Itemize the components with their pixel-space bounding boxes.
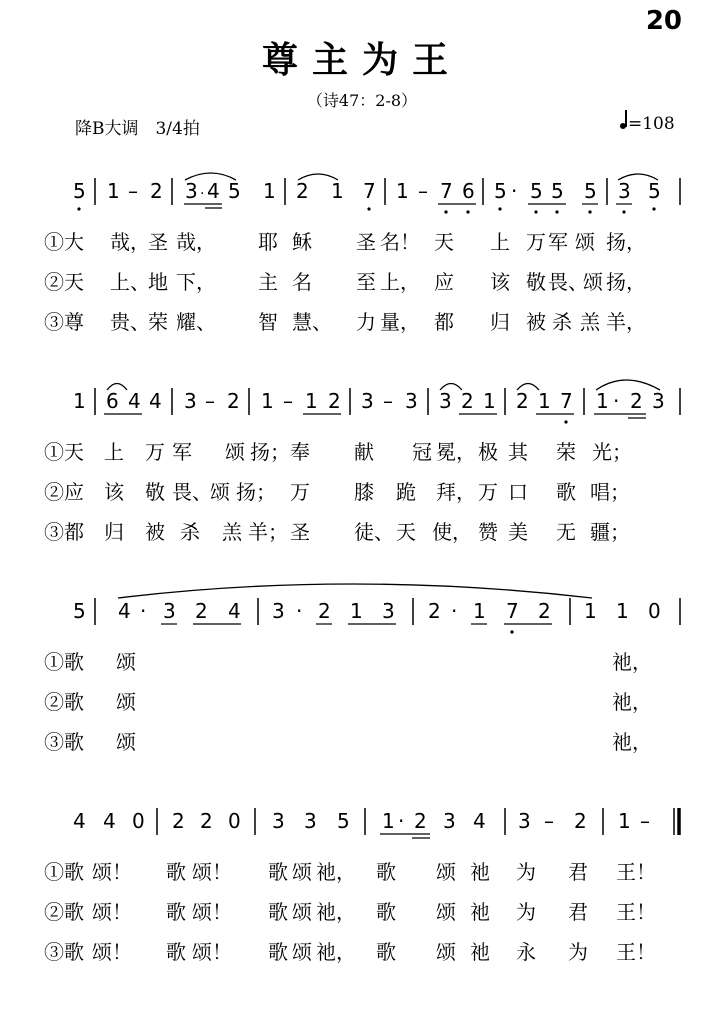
lyric-syllable: 为 (516, 900, 536, 924)
lyric-syllable: 为 (516, 860, 536, 884)
note: 1 (305, 389, 318, 413)
lyric-line (0, 726, 724, 754)
lyric-syllable: 奉 (290, 440, 310, 464)
note-dot: · (200, 186, 205, 202)
note: 1 (616, 599, 629, 623)
note: 7 (560, 389, 573, 413)
lyric-syllable: ①大 (44, 230, 84, 254)
note: 0 (228, 809, 241, 833)
note: 6 (462, 179, 475, 203)
lyric-syllable: 应 (434, 270, 454, 294)
lyric-syllable: 上 (104, 440, 124, 464)
lyric-syllable: ①歌 (44, 860, 84, 884)
lyric-syllable: 颂！ (192, 860, 232, 884)
lyric-syllable: 上、 (110, 270, 150, 294)
note: 1 (350, 599, 363, 623)
note: 0 (132, 809, 145, 833)
lyric-syllable: 歌 (268, 900, 288, 924)
note: 1 (382, 809, 395, 833)
note: 1 (596, 389, 609, 413)
lyric-syllable: 都 (434, 310, 454, 334)
lyric-syllable: 祂， (612, 650, 652, 674)
lyric-syllable: 耀、 (176, 310, 216, 334)
song-title: 尊主为王 (261, 39, 462, 81)
lyric-syllable: 敬 (145, 480, 165, 504)
lyric-syllable: 圣 (356, 230, 376, 254)
octave-dot (498, 207, 501, 210)
note: – (544, 809, 554, 833)
lyric-syllable: 其 (508, 440, 528, 464)
lyric-syllable: 祂 (470, 900, 490, 924)
lyric-syllable: 歌 (376, 940, 396, 964)
note: 3 (518, 809, 531, 833)
note: 2 (428, 599, 441, 623)
note: · (613, 389, 620, 413)
note: 1 (263, 179, 276, 203)
note: 2 (414, 809, 427, 833)
note: 3 (272, 809, 285, 833)
lyric-syllable: 为 (568, 940, 588, 964)
system-1-notation (73, 173, 680, 214)
note: 3 (272, 599, 285, 623)
lyric-line (0, 476, 724, 504)
page-number: 20 (645, 6, 682, 36)
note: · (451, 599, 458, 623)
lyric-syllable: 颂 (436, 860, 456, 884)
note: 6 (106, 389, 119, 413)
note: – (383, 389, 393, 413)
lyric-syllable: 扬； (250, 440, 290, 464)
note: – (205, 389, 215, 413)
note: – (640, 809, 650, 833)
note: 1 (483, 389, 496, 413)
lyric-syllable: 祂， (316, 860, 356, 884)
octave-dot (534, 210, 537, 213)
lyric-syllable: 颂！ (92, 940, 132, 964)
lyric-line (0, 266, 724, 294)
note: 2 (296, 179, 309, 203)
lyric-syllable: 杀 (552, 310, 572, 334)
system-2-notation (73, 380, 680, 424)
note: 1 (618, 809, 631, 833)
lyric-syllable: 归 (104, 520, 124, 544)
lyric-syllable: 万 (145, 440, 165, 464)
lyric-syllable: 颂 (583, 270, 603, 294)
lyric-syllable: 归 (490, 310, 510, 334)
lyric-syllable: 颂 (292, 940, 312, 964)
lyric-line (0, 646, 724, 674)
lyric-syllable: 杀 (180, 520, 200, 544)
lyric-syllable: 畏、 (172, 480, 212, 504)
note: · (511, 179, 518, 203)
lyric-syllable: 量， (380, 310, 420, 334)
note: 2 (200, 809, 213, 833)
note: 2 (538, 599, 551, 623)
note: 1 (73, 389, 86, 413)
lyric-syllable: 力 (356, 310, 376, 334)
note: 3 (163, 599, 176, 623)
note: 5 (648, 179, 661, 203)
lyric-syllable: 赞 (478, 520, 498, 544)
note: 3 (361, 389, 374, 413)
lyric-syllable: ②应 (44, 480, 84, 504)
note: 4 (128, 389, 141, 413)
note: 3 (405, 389, 418, 413)
lyric-syllable: 敬 (526, 270, 546, 294)
lyric-syllable: ②天 (44, 270, 84, 294)
lyric-syllable: 颂 (116, 730, 136, 754)
lyric-syllable: 光； (592, 440, 632, 464)
lyric-syllable: 祂， (612, 690, 652, 714)
lyric-syllable: 颂 (116, 650, 136, 674)
note: 2 (318, 599, 331, 623)
lyric-syllable: 主 (258, 270, 278, 294)
lyric-syllable: 被 (526, 310, 546, 334)
octave-dot (444, 210, 447, 213)
lyric-line (0, 306, 724, 334)
lyric-syllable: 歌 (166, 900, 186, 924)
note: 2 (195, 599, 208, 623)
lyric-syllable: 祂， (316, 900, 356, 924)
lyric-syllable: 君 (568, 900, 588, 924)
octave-dot (466, 210, 469, 213)
lyric-syllable: 颂 (436, 900, 456, 924)
lyric-syllable: 歌 (166, 940, 186, 964)
lyric-syllable: 被 (145, 520, 165, 544)
lyric-syllable: ②歌 (44, 900, 84, 924)
octave-dot (622, 210, 625, 213)
lyric-line (0, 896, 724, 924)
note: 5 (494, 179, 507, 203)
system-4-notation (73, 808, 679, 838)
lyric-syllable: 徒、 (354, 520, 394, 544)
note: 2 (150, 179, 163, 203)
lyric-syllable: 歌 (376, 900, 396, 924)
lyric-syllable: 君 (568, 860, 588, 884)
octave-dot (652, 207, 655, 210)
lyric-syllable: 祂， (612, 730, 652, 754)
lyric-line (0, 436, 724, 464)
lyric-syllable: 疆； (590, 520, 630, 544)
note: · (398, 809, 405, 833)
octave-dot (510, 630, 513, 633)
lyric-syllable: 智 (258, 310, 278, 334)
tempo-marking: =108 (620, 114, 675, 134)
lyric-syllable: 天 (396, 520, 416, 544)
lyric-syllable: 颂 (575, 230, 595, 254)
octave-dot (588, 210, 591, 213)
lyric-syllable: 歌 (268, 940, 288, 964)
lyric-syllable: ③尊 (44, 310, 84, 334)
lyric-syllable: 扬， (606, 230, 646, 254)
lyric-syllable: 颂 (225, 440, 245, 464)
lyric-syllable: 哉， (176, 230, 216, 254)
lyric-syllable: 美 (508, 520, 528, 544)
lyric-syllable: 扬； (236, 480, 276, 504)
lyric-syllable: 祂 (470, 940, 490, 964)
note: 5 (551, 179, 564, 203)
note: 3 (652, 389, 665, 413)
lyric-syllable: 颂 (210, 480, 230, 504)
lyric-syllable: 颂！ (92, 900, 132, 924)
lyric-syllable: 颂 (116, 690, 136, 714)
note: 1 (584, 599, 597, 623)
note: 3 (443, 809, 456, 833)
octave-dot (555, 210, 558, 213)
lyric-syllable: 颂！ (192, 940, 232, 964)
slur (118, 584, 592, 598)
system-2-lyrics (0, 436, 724, 556)
note: – (283, 389, 293, 413)
system-4-lyrics (0, 856, 724, 976)
system-3-notation (73, 584, 680, 634)
note: 1 (538, 389, 551, 413)
lyric-syllable: 荣 (148, 310, 168, 334)
note: 7 (440, 179, 453, 203)
scripture-reference: （诗47：2-8） (306, 91, 418, 110)
lyric-syllable: ①天 (44, 440, 84, 464)
lyric-syllable: 羊； (248, 520, 288, 544)
lyric-syllable: 使， (432, 520, 472, 544)
lyric-syllable: 至 (356, 270, 376, 294)
lyric-syllable: 口 (508, 480, 528, 504)
note: 2 (328, 389, 341, 413)
lyric-syllable: ③都 (44, 520, 84, 544)
lyric-syllable: 羔 (222, 520, 242, 544)
lyric-syllable: 圣 (290, 520, 310, 544)
lyric-syllable: 祂， (316, 940, 356, 964)
lyric-syllable: 王！ (616, 860, 656, 884)
note: 7 (506, 599, 519, 623)
lyric-syllable: 歌 (268, 860, 288, 884)
lyric-syllable: 耶 (258, 230, 278, 254)
note: · (140, 599, 147, 623)
note: 3 (184, 389, 197, 413)
lyric-syllable: 圣 (148, 230, 168, 254)
note: 1 (473, 599, 486, 623)
lyric-syllable: 歌 (166, 860, 186, 884)
octave-dot (367, 207, 370, 210)
lyric-syllable: ③歌 (44, 940, 84, 964)
lyric-syllable: ③歌 (44, 730, 84, 754)
lyric-syllable: 天 (434, 230, 454, 254)
lyric-syllable: 膝 (354, 480, 374, 504)
note: · (296, 599, 303, 623)
lyric-syllable: 羊， (606, 310, 646, 334)
lyric-syllable: 扬， (606, 270, 646, 294)
note: 2 (461, 389, 474, 413)
lyric-syllable: 冕， (436, 440, 476, 464)
lyric-syllable: 上， (380, 270, 420, 294)
lyric-syllable: 地 (148, 270, 168, 294)
note: – (128, 179, 138, 203)
lyric-syllable: 上 (490, 230, 510, 254)
lyric-syllable: 军 (548, 230, 568, 254)
note: 5 (73, 179, 86, 203)
lyric-line (0, 856, 724, 884)
lyric-syllable: 羔 (580, 310, 600, 334)
lyric-syllable: 名！ (380, 230, 420, 254)
lyric-syllable: 拜， (436, 480, 476, 504)
lyric-syllable: 颂 (436, 940, 456, 964)
system-1-lyrics (0, 226, 724, 346)
note: 4 (149, 389, 162, 413)
note: 4 (228, 599, 241, 623)
note: 4 (118, 599, 131, 623)
note: 3 (618, 179, 631, 203)
note: 1 (107, 179, 120, 203)
octave-dot (77, 207, 80, 210)
lyric-syllable: 跪 (396, 480, 416, 504)
lyric-syllable: 万 (290, 480, 310, 504)
note: 3 (304, 809, 317, 833)
lyric-syllable: 万 (478, 480, 498, 504)
note: 3 (382, 599, 395, 623)
note: 3 (185, 179, 198, 203)
lyric-line (0, 226, 724, 254)
lyric-line (0, 936, 724, 964)
lyric-syllable: 王！ (616, 900, 656, 924)
lyric-syllable: 歌 (556, 480, 576, 504)
lyric-syllable: 永 (516, 940, 536, 964)
note: 2 (630, 389, 643, 413)
lyric-syllable: 颂！ (192, 900, 232, 924)
lyric-syllable: 名 (292, 270, 312, 294)
lyric-syllable: 军 (172, 440, 192, 464)
note: 2 (227, 389, 240, 413)
note: 5 (73, 599, 86, 623)
lyric-syllable: ①歌 (44, 650, 84, 674)
octave-dot (564, 420, 567, 423)
lyric-syllable: ②歌 (44, 690, 84, 714)
lyric-syllable: 稣 (292, 230, 312, 254)
note: 3 (439, 389, 452, 413)
lyric-syllable: 慧、 (292, 310, 332, 334)
note: 1 (396, 179, 409, 203)
note: 1 (331, 179, 344, 203)
note: – (418, 179, 428, 203)
note: 1 (261, 389, 274, 413)
lyric-syllable: 唱； (590, 480, 630, 504)
lyric-syllable: 祂 (470, 860, 490, 884)
lyric-syllable: 颂 (292, 900, 312, 924)
note: 2 (172, 809, 185, 833)
note: 7 (363, 179, 376, 203)
note: 5 (337, 809, 350, 833)
note: 5 (584, 179, 597, 203)
lyric-syllable: 颂！ (92, 860, 132, 884)
note: 4 (207, 179, 220, 203)
lyric-syllable: 献 (354, 440, 374, 464)
lyric-syllable: 该 (490, 270, 510, 294)
note: 5 (228, 179, 241, 203)
lyric-syllable: 万 (526, 230, 546, 254)
key-signature: 降B大调 3/4拍 (75, 119, 200, 139)
lyric-syllable: 该 (104, 480, 124, 504)
lyric-syllable: 畏、 (548, 270, 588, 294)
note: 5 (530, 179, 543, 203)
lyric-syllable: 极 (478, 440, 498, 464)
lyric-syllable: 下， (176, 270, 216, 294)
note: 2 (574, 809, 587, 833)
lyric-syllable: 哉， (110, 230, 150, 254)
lyric-syllable: 荣 (556, 440, 576, 464)
lyric-syllable: 贵、 (110, 310, 150, 334)
lyric-syllable: 歌 (376, 860, 396, 884)
lyric-line (0, 516, 724, 544)
note: 2 (516, 389, 529, 413)
note: 0 (648, 599, 661, 623)
lyric-syllable: 无 (556, 520, 576, 544)
note: 4 (73, 809, 86, 833)
note: 4 (103, 809, 116, 833)
lyric-syllable: 王！ (616, 940, 656, 964)
system-3-lyrics (0, 646, 724, 766)
lyric-syllable: 颂 (292, 860, 312, 884)
lyric-syllable: 冠 (412, 440, 432, 464)
lyric-line (0, 686, 724, 714)
note: 4 (473, 809, 486, 833)
